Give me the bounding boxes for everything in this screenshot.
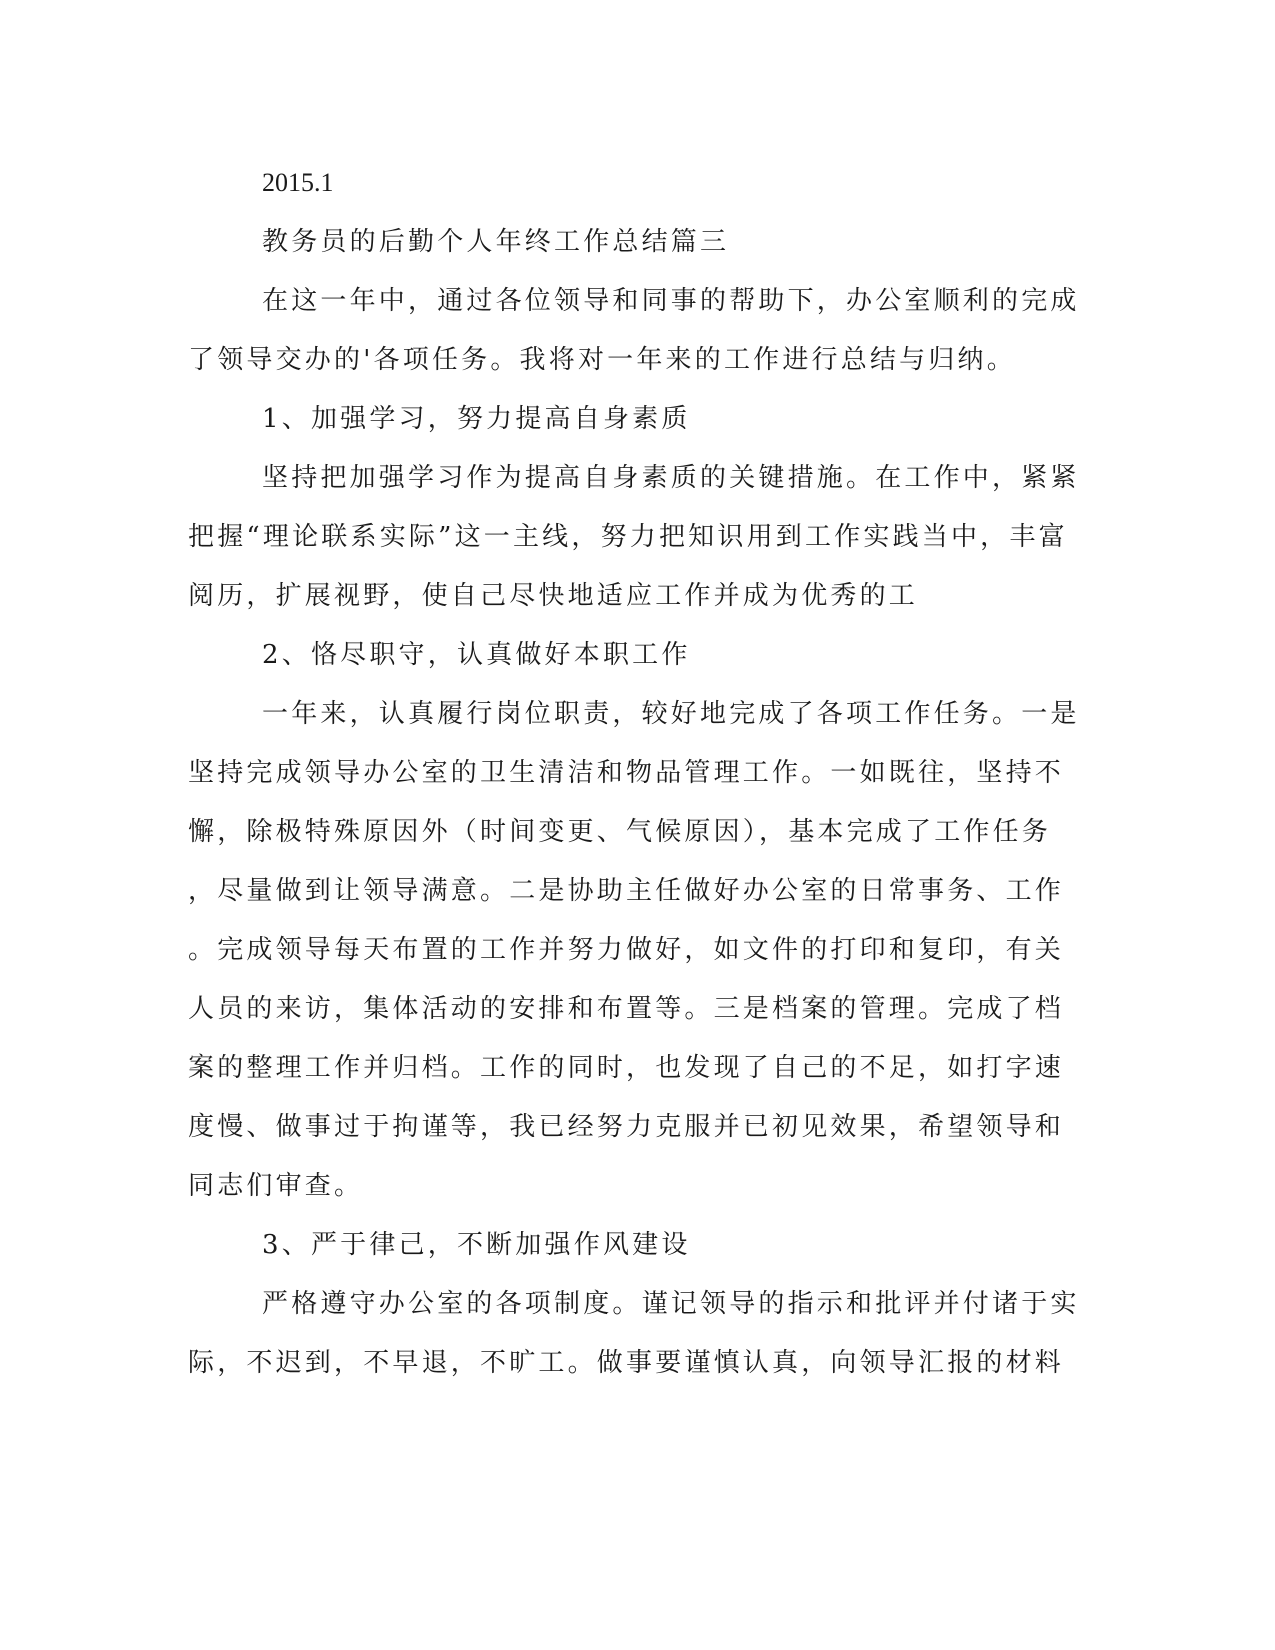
paragraph-line: 度慢、做事过于拘谨等，我已经努力克服并已初见效果，希望领导和 bbox=[188, 1112, 1065, 1142]
paragraph-line: ，尽量做到让领导满意。二是协助主任做好办公室的日常事务、工作 bbox=[188, 876, 1065, 906]
paragraph-line: 了领导交办的'各项任务。我将对一年来的工作进行总结与归纳。 bbox=[188, 345, 1016, 375]
paragraph-line: 坚持把加强学习作为提高自身素质的关键措施。在工作中，紧紧 bbox=[262, 463, 1080, 493]
paragraph-line: 在这一年中，通过各位领导和同事的帮助下，办公室顺利的完成 bbox=[262, 286, 1080, 316]
paragraph-line: 把握“理论联系实际”这一主线，努力把知识用到工作实践当中，丰富 bbox=[188, 522, 1068, 552]
section-heading-3: 3、严于律己，不断加强作风建设 bbox=[262, 1230, 691, 1260]
paragraph-line: 懈，除极特殊原因外（时间变更、气候原因），基本完成了工作任务 bbox=[188, 817, 1052, 847]
paragraph-line: 际，不迟到，不早退，不旷工。做事要谨慎认真，向领导汇报的材料 bbox=[188, 1348, 1065, 1378]
document-date: 2015.1 bbox=[262, 168, 334, 197]
paragraph-line: 。完成领导每天布置的工作并努力做好，如文件的打印和复印，有关 bbox=[188, 935, 1065, 965]
document-title: 教务员的后勤个人年终工作总结篇三 bbox=[262, 227, 730, 257]
paragraph-line: 案的整理工作并归档。工作的同时，也发现了自己的不足，如打字速 bbox=[188, 1053, 1065, 1083]
paragraph-line: 人员的来访，集体活动的安排和布置等。三是档案的管理。完成了档 bbox=[188, 994, 1065, 1024]
paragraph-line: 坚持完成领导办公室的卫生清洁和物品管理工作。一如既往，坚持不 bbox=[188, 758, 1065, 788]
paragraph-line: 一年来，认真履行岗位职责，较好地完成了各项工作任务。一是 bbox=[262, 699, 1080, 729]
section-heading-2: 2、恪尽职守，认真做好本职工作 bbox=[262, 640, 691, 670]
section-heading-1: 1、加强学习，努力提高自身素质 bbox=[262, 404, 691, 434]
paragraph-line: 同志们审查。 bbox=[188, 1171, 364, 1201]
paragraph-line: 严格遵守办公室的各项制度。谨记领导的指示和批评并付诸于实 bbox=[262, 1289, 1080, 1319]
paragraph-line: 阅历，扩展视野，使自己尽快地适应工作并成为优秀的工 bbox=[188, 581, 919, 611]
